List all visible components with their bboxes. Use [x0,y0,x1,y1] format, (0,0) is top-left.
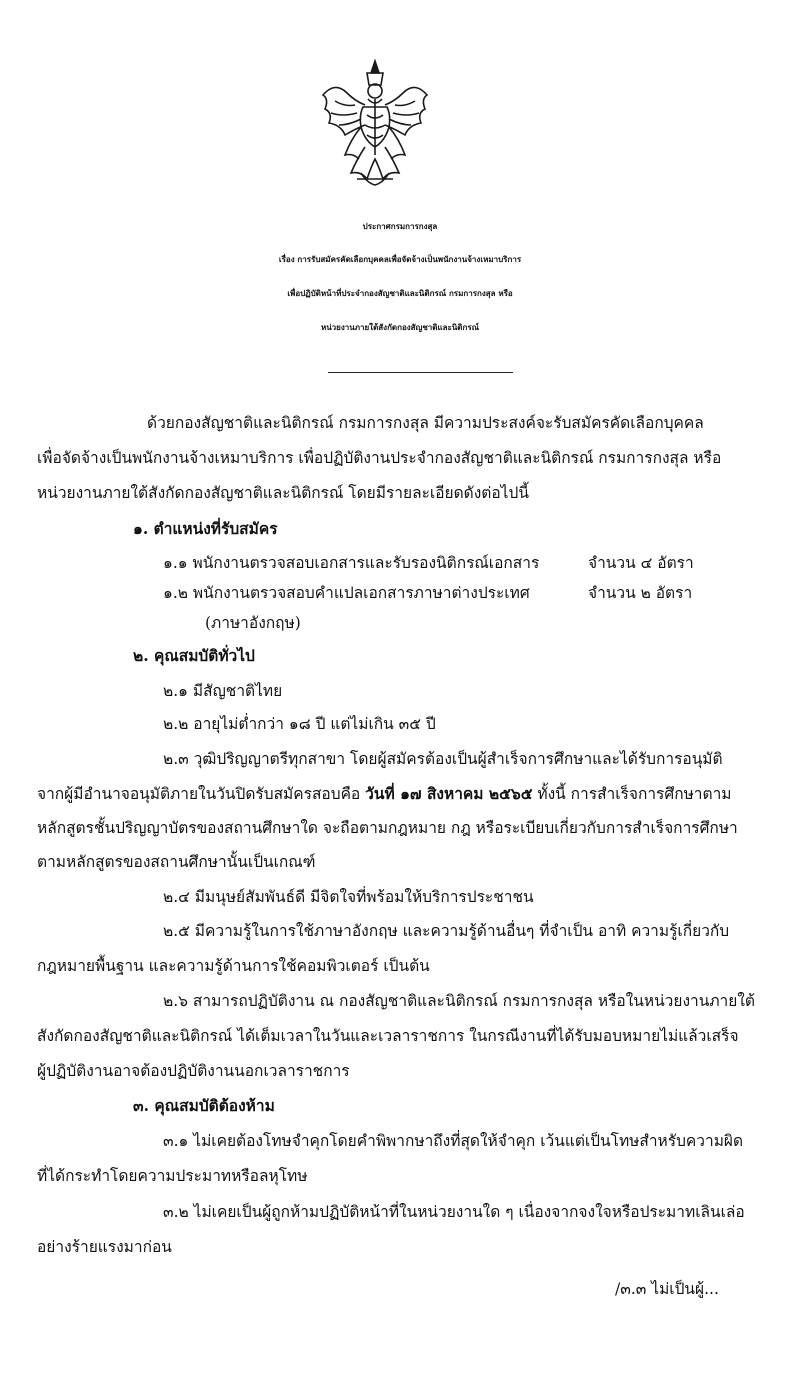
intro-line-1: ด้วยกองสัญชาติและนิติกรณ์ กรมการกงสุล มีความประสงค์จะรับสมัครคัดเลือกบุคคล [147,414,704,432]
position-2-sublabel: (ภาษาอังกฤษ) [205,614,301,632]
announcement-title: ประกาศกรมการกงสุล [362,221,438,231]
qualification-2-6-line-3: ผู้ปฏิบัติงานอาจต้องปฏิบัติงานนอกเวลาราชการ [37,1062,350,1080]
deadline-prefix: จากผู้มีอำนาจอนุมัติภายในวันปิดรับสมัครสอบคือ [37,785,366,803]
qualification-2-1: ๒.๑ มีสัญชาติไทย [163,682,283,700]
position-1-quantity: จำนวน ๔ อัตรา [588,554,694,572]
qualification-2-5-line-2: กฎหมายพื้นฐาน และความรู้ด้านการใช้คอมพิวเตอร์ เป็นต้น [37,957,430,975]
garuda-emblem-icon [315,55,435,190]
section-1-heading: ๑. ตำแหน่งที่รับสมัคร [133,519,278,538]
position-2-quantity: จำนวน ๒ อัตรา [588,584,693,602]
intro-line-3: หน่วยงานภายใต้สังกัดกองสัญชาติและนิติกรณ์ โดยมีรายละเอียดดังต่อไปนี้ [37,484,529,502]
continuation-note: /๓.๓ ไม่เป็นผู้... [615,1280,719,1298]
qualification-2-2: ๒.๒ อายุไม่ต่ำกว่า ๑๘ ปี แต่ไม่เกิน ๓๕ ปี [163,715,436,733]
subject-line-2: เพื่อปฏิบัติหน้าที่ประจำกองสัญชาติและนิติกรณ์ กรมการกงสุล หรือ [287,288,513,298]
section-3-heading: ๓. คุณสมบัติต้องห้าม [133,1096,275,1115]
qualification-2-4: ๒.๔ มีมนุษย์สัมพันธ์ดี มีจิตใจที่พร้อมให้บริการประชาชน [163,888,534,906]
prohibition-3-1-line-2: ที่ได้กระทำโดยความประมาทหรือลหุโทษ [37,1167,308,1185]
prohibition-3-1-line-1: ๓.๑ ไม่เคยต้องโทษจำคุกโดยคำพิพากษาถึงที่สุดให้จำคุก เว้นแต่เป็นโทษสำหรับความผิด [163,1132,744,1150]
prohibition-3-2-line-1: ๓.๒ ไม่เคยเป็นผู้ถูกห้ามปฏิบัติหน้าที่ในหน่วยงานใด ๆ เนื่องจากจงใจหรือประมาทเลินเล่อ [163,1203,745,1221]
subject-line-1: เรื่อง การรับสมัครคัดเลือกบุคคลเพื่อจัดจ้างเป็นพนักงานจ้างเหมาบริการ [278,254,522,264]
subject-line-3: หน่วยงานภายใต้สังกัดกองสัญชาติและนิติกรณ์ [320,322,480,332]
deadline-suffix: ทั้งนี้ การสำเร็จการศึกษาตาม [532,785,732,803]
position-2-label: ๑.๒ พนักงานตรวจสอบคำแปลเอกสารภาษาต่างประเทศ [163,584,530,602]
section-2-heading: ๒. คุณสมบัติทั่วไป [133,646,255,665]
title-divider [328,372,513,373]
prohibition-3-2-line-2: อย่างร้ายแรงมาก่อน [37,1238,172,1256]
qualification-2-5-line-1: ๒.๕ มีความรู้ในการใช้ภาษาอังกฤษ และความรู้ด้านอื่นๆ ที่จำเป็น อาทิ ความรู้เกี่ยวกับ [163,922,730,940]
qualification-2-6-line-2: สังกัดกองสัญชาติและนิติกรณ์ ได้เต็มเวลาในวันและเวลาราชการ ในกรณีงานที่ได้รับมอบหมายไม่แล้วเสร็จ [37,1027,739,1045]
qualification-2-3-line-2 [37,783,732,805]
qualification-2-3-line-4: ตามหลักสูตรของสถานศึกษานั้นเป็นเกณฑ์ [37,853,316,871]
qualification-2-6-line-1: ๒.๖ สามารถปฏิบัติงาน ณ กองสัญชาติและนิติกรณ์ กรมการกงสุล หรือในหน่วยงานภายใต้ [163,992,755,1010]
qualification-2-3-line-3: หลักสูตรชั้นปริญญาบัตรของสถานศึกษาใด จะถือตามกฎหมาย กฎ หรือระเบียบเกี่ยวกับการสำเร็จการศึกษา [37,819,738,837]
position-1-label: ๑.๑ พนักงานตรวจสอบเอกสารและรับรองนิติกรณ์เอกสาร [163,554,540,572]
intro-line-2: เพื่อจัดจ้างเป็นพนักงานจ้างเหมาบริการ เพื่อปฏิบัติงานประจำกองสัญชาติและนิติกรณ์ กรมการกงสุล หรือ [37,449,722,467]
qualification-2-3-line-1: ๒.๓ วุฒิปริญญาตรีทุกสาขา โดยผู้สมัครต้องเป็นผู้สำเร็จการศึกษาและได้รับการอนุมัติ [163,750,723,768]
deadline-date: วันที่ ๑๗ สิงหาคม ๒๕๖๕ [365,784,533,803]
